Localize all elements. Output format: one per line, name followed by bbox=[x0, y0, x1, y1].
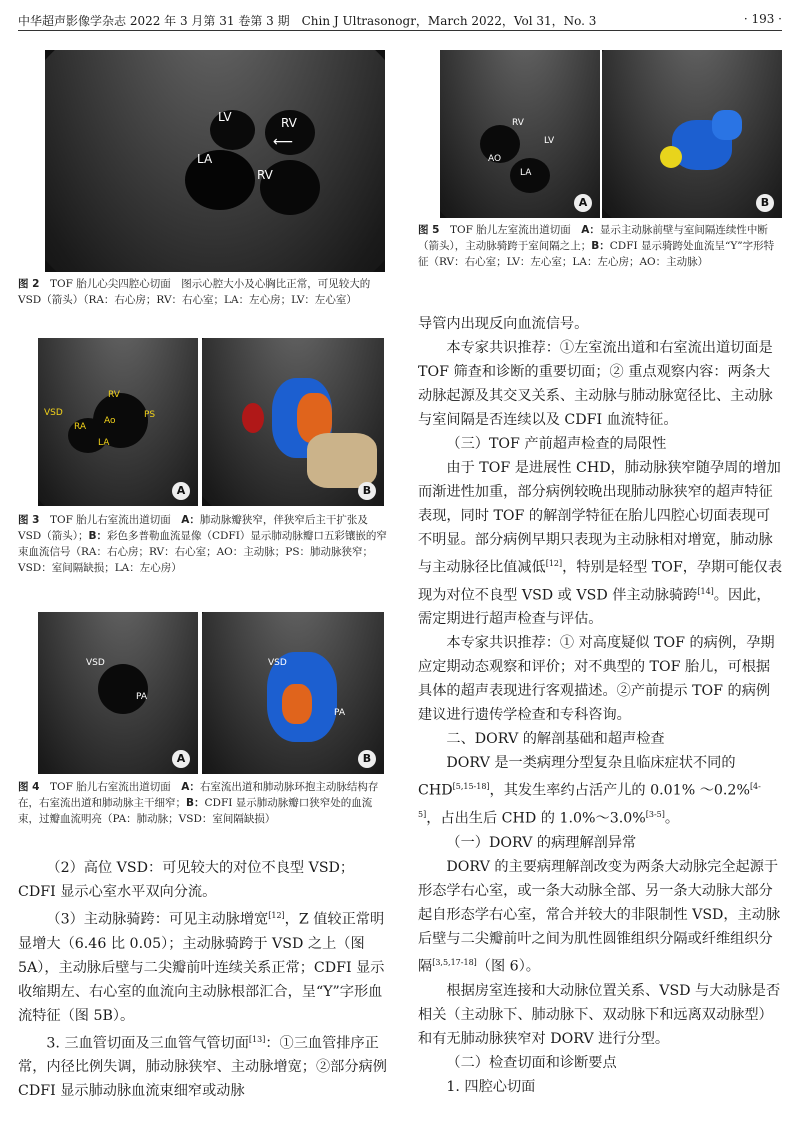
fig4-panel-a-badge: A bbox=[172, 750, 190, 768]
fig3-label-vsd: VSD bbox=[44, 408, 63, 418]
fig3-label-ra: RA bbox=[74, 422, 87, 432]
figure-3-panel-b bbox=[202, 338, 384, 506]
figure-4-panel-a bbox=[38, 612, 198, 774]
fig4a-label-pa: PA bbox=[136, 692, 148, 702]
figure-5-caption: 图 5 TOF 胎儿左室流出道切面 A：显示主动脉前壁与室间隔连续性中断（箭头），主动脉骑跨于室间隔之上；B：CDFI 显示骑跨处血流呈“Y”字形特征（RV：右心室；LV：左心室；LA：左心房；AO：主动脉） bbox=[418, 224, 775, 268]
running-header bbox=[18, 10, 782, 30]
section-heading-tof-limits: （三）TOF 产前超声检查的局限性 bbox=[446, 436, 667, 452]
figure-5-panel-b bbox=[602, 50, 782, 218]
dorv-pathology-paragraph: DORV 的主要病理解剖改变为两条大动脉完全起源于形态学右心室，或一条大动脉全部、另一条大动脉大部分起自形态学右心室，常合并较大的非限制性 VSD，主动脉后壁与二尖瓣前叶之间为肌性圆锥组织分隔或纤维组织分隔[3,5,17-18]（图 6）。 bbox=[418, 858, 781, 975]
recommendation-1: 本专家共识推荐：①左室流出道和右室流出道切面是 TOF 筛查和诊断的重要切面；② 重点观察内容：两条大动脉起源及其交叉关系、主动脉与肺动脉宽径比、主动脉与室间隔是否连续以及 CDFI 血流特征。 bbox=[418, 340, 773, 428]
fig4a-label-vsd: VSD bbox=[86, 658, 105, 668]
section-heading-dorv-pathology: （一）DORV 的病理解剖异常 bbox=[446, 834, 637, 851]
figure-5-panel-a bbox=[440, 50, 600, 218]
section-heading-dorv: 二、DORV 的解剖基础和超声检查 bbox=[446, 731, 665, 748]
page-number: · 193 · bbox=[743, 12, 782, 26]
fig3-panel-b-badge: B bbox=[358, 482, 376, 500]
fig4b-label-pa: PA bbox=[334, 708, 346, 718]
tof-limits-paragraph: 由于 TOF 是进展性 CHD，肺动脉狭窄随孕周的增加而渐进性加重，部分病例较晚出现肺动脉狭窄的超声特征表现，同时 TOF 的解剖学特征在胎儿四腔心切面表现可不明显。部分病例早期只表现为主动脉相对增宽，肺动脉与主动脉径比值减低[12]，特别是轻型 TOF，孕期可能仅表现为对位不良型 VSD 或 VSD 伴主动脉骑跨[14]。因此，需定期进行超声检查与评估。 bbox=[418, 460, 783, 628]
figure-2-caption: 图 2 TOF 胎儿心尖四腔心切面 图示心腔大小及心胸比正常，可见较大的 VSD（箭头）（RA：右心房；RV：右心室；LA：左心房；LV：左心室） bbox=[18, 278, 371, 306]
fig5-label-lv: LV bbox=[544, 136, 555, 146]
figure-3-caption: 图 3 TOF 胎儿右室流出道切面 A：肺动脉瓣狭窄，伴狭窄后主干扩张及 VSD（箭头）；B：彩色多普勒血流显像（CDFI）显示肺动脉瓣口五彩镶嵌的窄束血流信号（RA：右心房；RV：右心室；AO：主动脉；PS：肺动脉狭窄；VSD：室间隔缺损；LA：左心房） bbox=[18, 514, 387, 574]
fig5-label-la: LA bbox=[520, 168, 532, 178]
figure-4-panel-b bbox=[202, 612, 384, 774]
figure-4-caption: 图 4 TOF 胎儿右室流出道切面 A：右室流出道和肺动脉环抱主动脉结构存在，右室流出道和肺动脉主干细窄；B：CDFI 显示肺动脉瓣口狭窄处的血流束，过瓣血流明亮（PA：肺动脉；VSD：室间隔缺损） bbox=[18, 781, 379, 825]
fig2-label-rv-bottom: RV bbox=[257, 168, 273, 182]
fig5-label-ao: AO bbox=[488, 154, 502, 164]
journal-info: 中华超声影像学杂志 2022 年 3 月第 31 卷第 3 期 Chin J Ultrasonogr，March 2022，Vol 31，No. 3 bbox=[18, 14, 597, 28]
section-heading-four-chamber: 1. 四腔心切面 bbox=[446, 1078, 536, 1095]
fig5-label-rv: RV bbox=[512, 118, 524, 128]
fig2-label-lv: LV bbox=[218, 110, 232, 124]
fig5-panel-a-badge: A bbox=[574, 194, 592, 212]
right-paragraph-continuation: 导管内出现反向血流信号。 bbox=[418, 316, 589, 332]
left-paragraph-3: 3. 三血管切面及三血管气管切面[13]：①三血管排序正常，内径比例失调，肺动脉狭窄、主动脉增宽；②部分病例 CDFI 显示肺动脉血流束细窄或动脉 bbox=[18, 1034, 387, 1100]
fig3-label-ao: Ao bbox=[104, 416, 116, 426]
fig2-label-la: LA bbox=[197, 152, 213, 166]
fig2-label-rv-top: RV bbox=[281, 116, 297, 130]
fig3-label-la: LA bbox=[98, 438, 110, 448]
fig3-panel-a-badge: A bbox=[172, 482, 190, 500]
dorv-classification-paragraph: 根据房室连接和大动脉位置关系、VSD 与大动脉是否相关（主动脉下、肺动脉下、双动脉下和远离双动脉型）和有无肺动脉狭窄对 DORV 进行分型。 bbox=[418, 982, 781, 1047]
fig4b-label-vsd: VSD bbox=[268, 658, 287, 668]
section-heading-exam: （二）检查切面和诊断要点 bbox=[446, 1054, 617, 1071]
header-rule bbox=[18, 30, 782, 31]
figure-2-image bbox=[45, 50, 385, 272]
dorv-intro-paragraph: DORV 是一类病理分型复杂且临床症状不同的 CHD[5,15-18]，其发生率约占活产儿的 0.01% ～0.2%[4-5]，占出生后 CHD 的 1.0%～3.0%[3-5]。 bbox=[418, 755, 761, 827]
left-paragraph-1: （2）高位 VSD：可见较大的对位不良型 VSD；CDFI 显示心室水平双向分流。 bbox=[18, 860, 355, 900]
fig2-arrow-icon: ⟵ bbox=[273, 134, 294, 150]
left-paragraph-2: （3）主动脉骑跨：可见主动脉增宽[12]，Z 值较正常明显增大（6.46 比 0.05）；主动脉骑跨于 VSD 之上（图 5A），主动脉后壁与二尖瓣前叶连续关系正常；CDFI 显示收缩期左、右心室的血流向主动脉根部汇合，呈“Y”字形血流特征（图 5B）。 bbox=[18, 911, 385, 1024]
fig3-label-rv: RV bbox=[108, 390, 120, 400]
figure-3-panel-a bbox=[38, 338, 198, 506]
recommendation-2: 本专家共识推荐：① 对高度疑似 TOF 的病例，孕期应定期动态观察和评价；对不典型的 TOF 胎儿，可根据具体的超声表现进行客观描述。②产前提示 TOF 的病例建议进行遗传学检查和专科咨询。 bbox=[418, 635, 775, 724]
fig3-label-ps: PS bbox=[144, 410, 156, 420]
fig5-panel-b-badge: B bbox=[756, 194, 774, 212]
fig4-panel-b-badge: B bbox=[358, 750, 376, 768]
left-column-text bbox=[18, 856, 388, 1103]
fig2-caption-number: 图 2 bbox=[18, 278, 40, 290]
right-column-text bbox=[418, 312, 782, 1099]
